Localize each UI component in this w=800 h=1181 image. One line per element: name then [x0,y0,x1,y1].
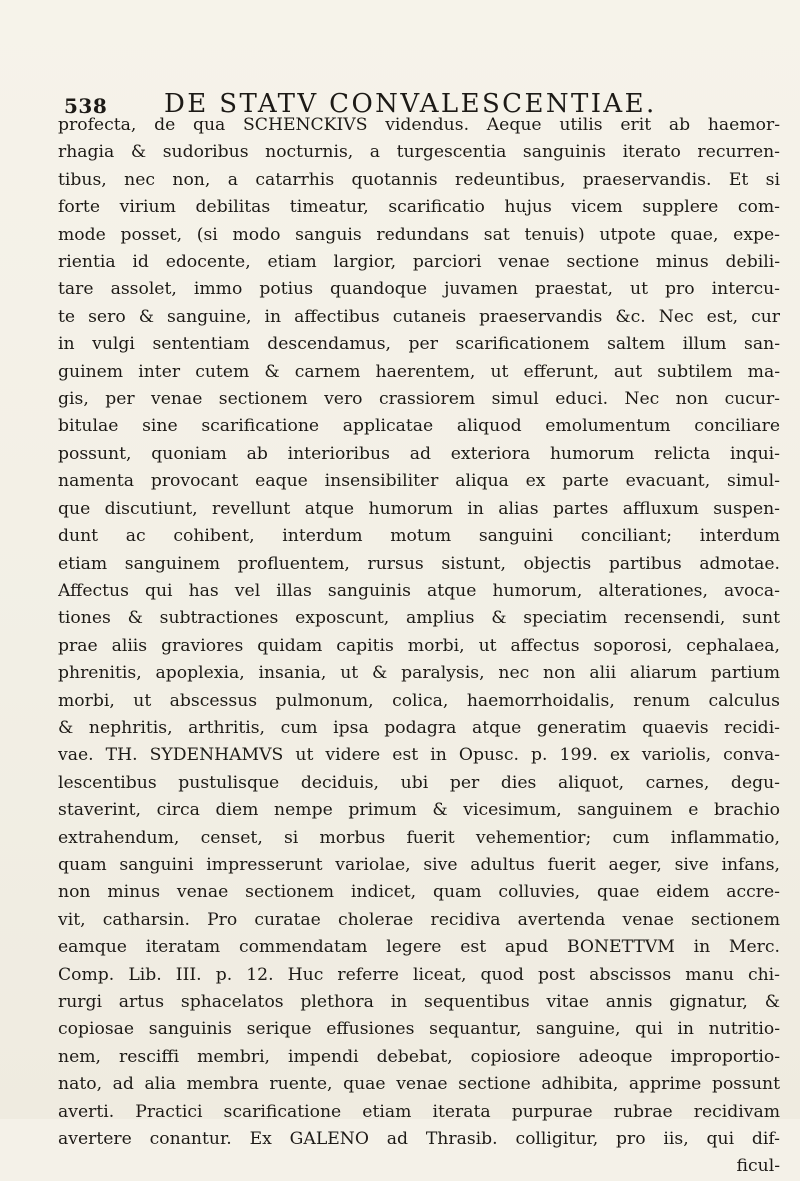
text-line: non minus venae sectionem indicet, quam colluvies, quae eidem accre- [58,882,780,903]
text-line: rurgi artus sphacelatos plethora in sequentibus vitae annis gignatur, & [58,992,780,1012]
text-line: que discutiunt, revellunt atque humorum in alias partes affluxum suspen- [58,498,780,519]
text-line: mode posset, (si modo sanguis redundans sat tenuis) utpote quae, expe- [58,224,780,245]
text-line: vit, catharsin. Pro curatae cholerae recidiva avertenda venae sectionem [58,909,780,930]
text-line: Comp. Lib. III. p. 12. Huc referre liceat, quod post abscissos manu chi- [58,964,780,985]
text-line: staverint, circa diem nempe primum & vicesimum, sanguinem e brachio [58,800,780,821]
body-text [58,112,780,1181]
text-line: morbi, ut abscessus pulmonum, colica, haemorrhoidalis, renum calculus [58,690,780,711]
text-line: etiam sanguinem profluentem, rursus sistunt, objectis partibus admotae. [58,553,780,574]
text-line: te sero & sanguine, in affectibus cutaneis praeservandis &c. Nec est, cur [58,306,780,327]
text-line: ficul- [736,1156,780,1177]
text-line: tibus, nec non, a catarrhis quotannis redeuntibus, praeservandis. Et si [58,169,780,190]
text-line: Affectus qui has vel illas sanguinis atque humorum, alterationes, avoca- [58,580,780,601]
page-header [64,18,784,119]
text-line: nem, resciffi membri, impendi debebat, copiosiore adeoque improportio- [58,1046,780,1067]
text-line: dunt ac cohibent, interdum motum sanguini conciliant; interdum [58,526,780,547]
running-head: DE STATV CONVALESCENTIAE. [164,89,657,119]
text-line: namenta provocant eaque insensibiliter aliqua ex parte evacuant, simul- [58,471,780,492]
text-line: rhagia & sudoribus nocturnis, a turgescentia sanguinis iterato recurren- [58,142,780,163]
text-line: guinem inter cutem & carnem haerentem, ut efferunt, aut subtilem ma- [58,361,780,382]
text-line: bitulae sine scarificatione applicatae aliquod emolumentum conciliare [58,416,780,437]
text-line: lescentibus pustulisque deciduis, ubi per dies aliquot, carnes, degu- [58,772,780,793]
page-number: 538 [64,94,108,118]
text-line: copiosae sanguinis serique effusiones sequantur, sanguine, qui in nutritio- [58,1019,780,1040]
text-line: eamque iteratam commendatam legere est apud BONETTVM in Merc. [58,937,780,958]
text-line: profecta, de qua SCHENCKIVS videndus. Aeque utilis erit ab haemor- [58,115,780,135]
text-line: gis, per venae sectionem vero crassiorem simul educi. Nec non cucur- [58,389,780,410]
text-line: averti. Practici scarificatione etiam iterata purpurae rubrae recidivam [58,1101,780,1122]
text-line: & nephritis, arthritis, cum ipsa podagra atque generatim quaevis recidi- [58,717,780,738]
text-line: rientia id edocente, etiam largior, parciori venae sectione minus debili- [58,252,780,273]
text-line: tiones & subtractiones exposcunt, amplius & speciatim recensendi, sunt [58,608,780,629]
text-line: prae aliis graviores quidam capitis morbi, ut affectus soporosi, cephalaea, [58,635,780,656]
text-line: nato, ad alia membra ruente, quae venae sectione adhibita, apprime possunt [58,1074,780,1095]
text-line: tare assolet, immo potius quandoque juvamen praestat, ut pro intercu- [58,279,780,300]
text-line: phrenitis, apoplexia, insania, ut & paralysis, nec non alii aliarum partium [58,663,780,684]
text-line: quam sanguini impresserunt variolae, sive adultus fuerit aeger, sive infans, [58,854,780,875]
text-line: extrahendum, censet, si morbus fuerit vehementior; cum inflammatio, [58,827,780,848]
text-line: possunt, quoniam ab interioribus ad exteriora humorum relicta inqui- [58,443,780,464]
text-line: in vulgi sententiam descendamus, per scarificationem saltem illum san- [58,334,780,355]
text-line: forte virium debilitas timeatur, scarificatio hujus vicem supplere com- [58,197,780,218]
text-line: avertere conantur. Ex GALENO ad Thrasib. colligitur, pro iis, qui dif- [58,1129,780,1150]
text-line: vae. TH. SYDENHAMVS ut videre est in Opusc. p. 199. ex variolis, conva- [58,745,780,766]
